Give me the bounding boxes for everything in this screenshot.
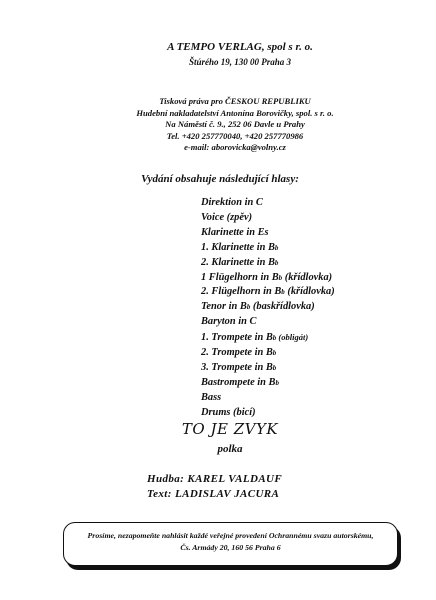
part-name: Baryton in C bbox=[201, 316, 257, 328]
music-credit: Hudba: KAREL VALDAUF bbox=[147, 473, 283, 485]
notice-line: Prosíme, nezapomeňte nahlásit každé veřejné provedení Ochrannému svazu autorskému, bbox=[87, 531, 374, 540]
part-item bbox=[201, 226, 401, 241]
part-item bbox=[201, 406, 401, 421]
flat-sign: b bbox=[246, 303, 251, 312]
part-note: (baskřídlovka) bbox=[250, 301, 315, 313]
rights-line: Hudební nakladatelství Antonína Borovičky, spol. s r. o. bbox=[136, 107, 334, 118]
part-item bbox=[201, 285, 401, 300]
part-item bbox=[201, 330, 401, 346]
part-name: 2. Klarinette in B bbox=[201, 256, 275, 268]
part-item bbox=[201, 300, 401, 315]
flat-sign: b bbox=[281, 288, 285, 297]
part-item bbox=[201, 361, 401, 376]
flat-sign: b bbox=[272, 363, 277, 372]
part-item bbox=[201, 376, 401, 391]
print-rights-block bbox=[95, 96, 375, 154]
part-item bbox=[201, 391, 401, 406]
part-note: (křídlovka) bbox=[284, 286, 335, 298]
part-name: Bass bbox=[201, 391, 222, 403]
part-name: 2. Trompete in B bbox=[201, 347, 273, 359]
parts-list bbox=[201, 196, 401, 421]
flat-sign: b bbox=[272, 349, 277, 358]
part-item bbox=[201, 241, 401, 256]
flat-sign: b bbox=[274, 243, 279, 252]
part-item bbox=[201, 346, 401, 361]
part-name: 3. Trompete in B bbox=[201, 361, 273, 373]
flat-sign: b bbox=[275, 378, 279, 387]
part-name: Tenor in B bbox=[201, 301, 247, 313]
part-note: (obligát) bbox=[276, 332, 309, 343]
rights-email: e-mail: aborovicka@volny.cz bbox=[184, 142, 286, 153]
part-name: 2. Flügelhorn in B bbox=[201, 286, 282, 298]
part-name: Direktion in C bbox=[201, 197, 263, 208]
publisher-address: Štúrého 19, 130 00 Praha 3 bbox=[188, 57, 292, 67]
credits-block bbox=[147, 472, 347, 502]
rights-line: Tisková práva pro ČESKOU REPUBLIKU bbox=[159, 96, 311, 106]
flat-sign: b bbox=[278, 273, 283, 282]
publisher-block bbox=[120, 40, 360, 68]
flat-sign: b bbox=[272, 334, 277, 343]
lyrics-credit: Text: LADISLAV JACURA bbox=[147, 488, 280, 500]
part-name: Voice (zpěv) bbox=[201, 211, 253, 223]
song-genre: polka bbox=[217, 443, 243, 455]
part-name: Bastrompete in B bbox=[201, 376, 276, 388]
rights-line: Na Náměstí č. 9., 252 06 Davle u Prahy bbox=[165, 119, 305, 130]
flat-sign: b bbox=[274, 258, 279, 267]
copyright-notice-box bbox=[63, 522, 398, 566]
part-note: (křídlovka) bbox=[282, 271, 333, 283]
parts-heading: Vydání obsahuje následující hlasy: bbox=[141, 173, 299, 185]
publisher-name: A TEMPO VERLAG, spol s r. o. bbox=[167, 41, 313, 53]
part-item bbox=[201, 196, 401, 211]
part-item bbox=[201, 211, 401, 226]
notice-address: Čs. Armády 20, 160 56 Praha 6 bbox=[180, 543, 281, 552]
part-name: 1. Klarinette in B bbox=[201, 241, 275, 253]
song-title: TO JE ZVYK bbox=[181, 420, 279, 438]
part-item bbox=[201, 256, 401, 271]
part-name: Drums (bicí) bbox=[201, 406, 256, 418]
part-item bbox=[201, 315, 401, 330]
part-item bbox=[201, 271, 401, 286]
part-name: 1 Flügelhorn in B bbox=[201, 271, 279, 283]
part-name: Klarinette in Es bbox=[201, 226, 269, 238]
part-name: 1. Trompete in B bbox=[201, 332, 273, 344]
rights-line: Tel. +420 257770040, +420 257770986 bbox=[166, 130, 304, 141]
